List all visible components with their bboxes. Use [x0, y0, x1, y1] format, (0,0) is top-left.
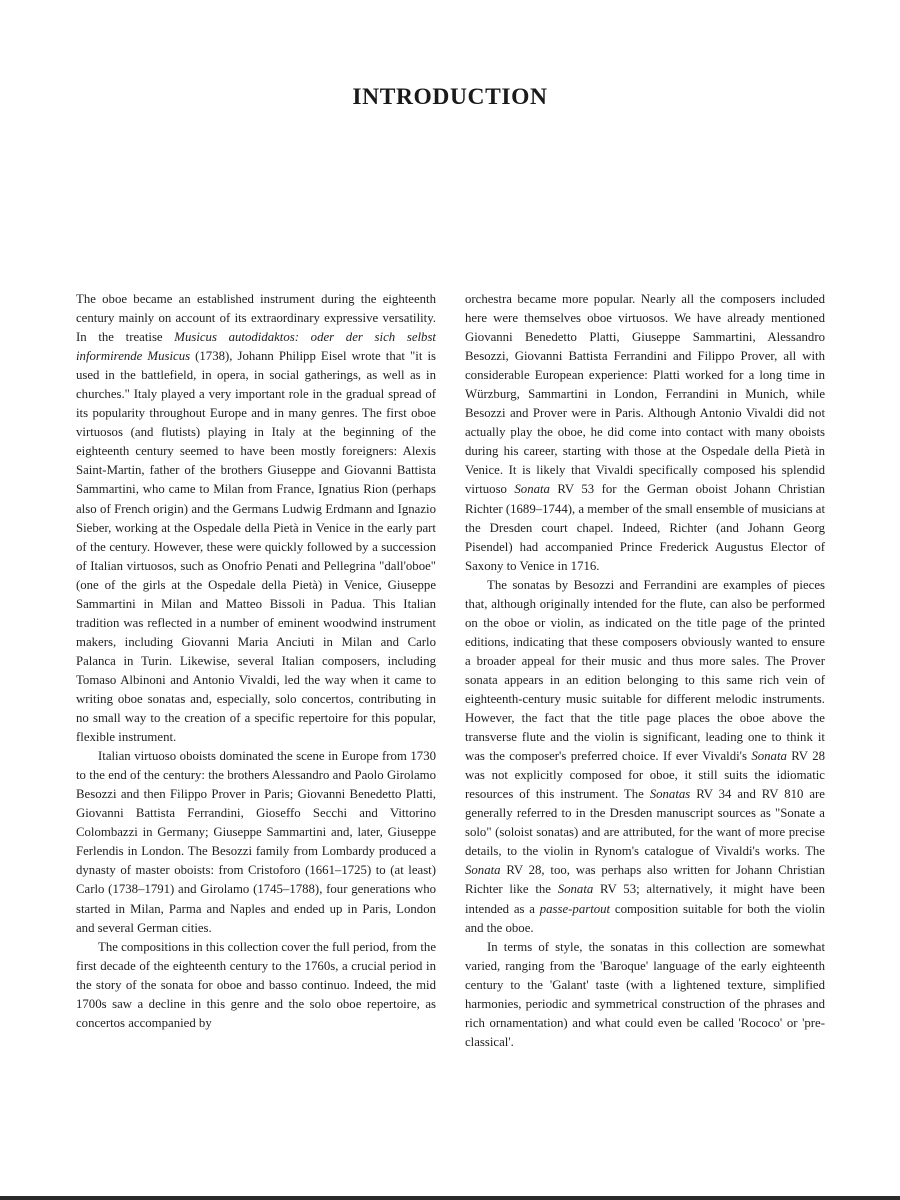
paragraph-style: In terms of style, the sonatas in this collection are somewhat varied, ranging from the 'Baroque' language of the early eighteenth century to the 'Galant' taste (with a lightened texture, simplified harmonies, periodic and symmetrical construction of the phrases and rich ornamentation) and what could even be called 'Rococo' or 'pre-classical'. [465, 939, 825, 1049]
treatise-title: Musicus autodidaktos: oder der sich selbst informirende Musicus [76, 330, 436, 364]
page-title: INTRODUCTION [352, 84, 548, 110]
bottom-rule [0, 1196, 900, 1200]
left-column [76, 290, 436, 1033]
paragraph-virtuoso-oboists: Italian virtuoso oboists dominated the scene in Europe from 1730 to the end of the century: the brothers Alessandro and Paolo Girolamo Besozzi and then Filippo Prover in Paris; Giovanni Benedetto Platti, Giovanni Battista Ferrandini, Gioseffo Secchi and Vittorino Colombazzi in Germany; Giuseppe Sammartini and, later, Giuseppe Ferlendis in London. The Besozzi family from Lombardy produced a dynasty of master oboists: from Cristoforo (1661–1725) to (at least) Carlo (1738–1791) and Girolamo (1745–1788), four generations who started in Milan, Parma and Naples and ended up in Paris, London and several German cities. [76, 749, 436, 935]
right-column [465, 290, 825, 1052]
paragraph-oboe-history: The oboe became an established instrument during the eighteenth century mainly on account of its extraordinary expressive versatility. In the treatise Musicus autodidaktos: oder der sich selbst informirende Musicus (1738), Johann Philipp Eisel wrote that "it is used in the battlefield, in opera, in social gatherings, as well as in churches." Italy played a very important role in the gradual spread of its popularity throughout Europe and in many genres. The first oboe virtuosos (and flutists) playing in Italy at the beginning of the eighteenth century seemed to have been mostly foreigners: Alexis Saint-Martin, father of the brothers Giuseppe and Giovanni Battista Sammartini, who came to Milan from France, Ignatius Rion (perhaps also of French origin) and the Germans Ludwig Erdmann and Ignazio Sieber, working at the Ospedale della Pietà in Venice in the early part of the century. However, these were quickly followed by a succession of Italian virtuosos, such as Onofrio Penati and Pellegrina "dall'oboe" (one of the girls at the Ospedale della Pietà) in Venice, Giuseppe Sammartini in Milan and Matteo Bissoli in Padua. This Italian tradition was reflected in a number of eminent woodwind instrument makers, including Giovanni Maria Anciuti in Milan and Carlo Palanca in Turin. Likewise, several Italian composers, including Tomaso Albinoni and Antonio Vivaldi, led the way when it came to writing oboe sonatas and, especially, solo concertos, contributing in no small way to the creation of a specific repertoire for this popular, flexible instrument. [76, 292, 436, 745]
paragraph-sonatas: The sonatas by Besozzi and Ferrandini are examples of pieces that, although originally intended for the flute, can also be performed on the oboe or violin, as indicated on the title page of the printed editions, indicating that these composers obviously wanted to ensure a broader appeal for their music and thus more sales. The Prover sonata appears in an edition belonging to this same rich vein of eighteenth-century music suitable for different melodic instruments. However, the fact that the title page places the oboe above the transverse flute and the violin is significant, leading one to think it was the composer's preferred choice. If ever Vivaldi's Sonata RV 28 was not explicitly composed for oboe, it still suits the idiomatic resources of this instrument. The Sonatas RV 34 and RV 810 are generally referred to in the Dresden manuscript sources as "Sonate a solo" (soloist sonatas) and are attributed, for the want of more precise details, to the violin in Rynom's catalogue of Vivaldi's works. The Sonata RV 28, too, was perhaps also written for Johann Christian Richter like the Sonata RV 53; alternatively, it might have been intended as a passe-partout composition suitable for both the violin and the oboe. [465, 577, 825, 935]
paragraph-compositions: The compositions in this collection cover the full period, from the first decade of the eighteenth century to the 1760s, a crucial period in the story of the sonata for oboe and basso continuo. Indeed, the mid 1700s saw a decline in this genre and the solo oboe repertoire, as concertos accompanied by [76, 939, 436, 1030]
paragraph-composers: orchestra became more popular. Nearly all the composers included here were themselves oboe virtuosos. We have already mentioned Giovanni Benedetto Platti, Giuseppe Sammartini, Alessandro Besozzi, Giovanni Battista Ferrandini and Filippo Prover, all with considerable European experience: Platti worked for a long time in Würzburg, Sammartini in London, Ferrandini in Munich, while Besozzi and Prover were in Paris. Although Antonio Vivaldi did not actually play the oboe, he did come into contact with many oboists during his career, starting with those at the Ospedale della Pietà in Venice. It is likely that Vivaldi specifically composed his splendid virtuoso Sonata RV 53 for the German oboist Johann Christian Richter (1689–1744), a member of the small ensemble of musicians at the Dresden court chapel. Indeed, Richter (and Johann Georg Pisendel) had accompanied Prince Frederick Augustus Elector of Saxony to Venice in 1716. [465, 292, 825, 573]
